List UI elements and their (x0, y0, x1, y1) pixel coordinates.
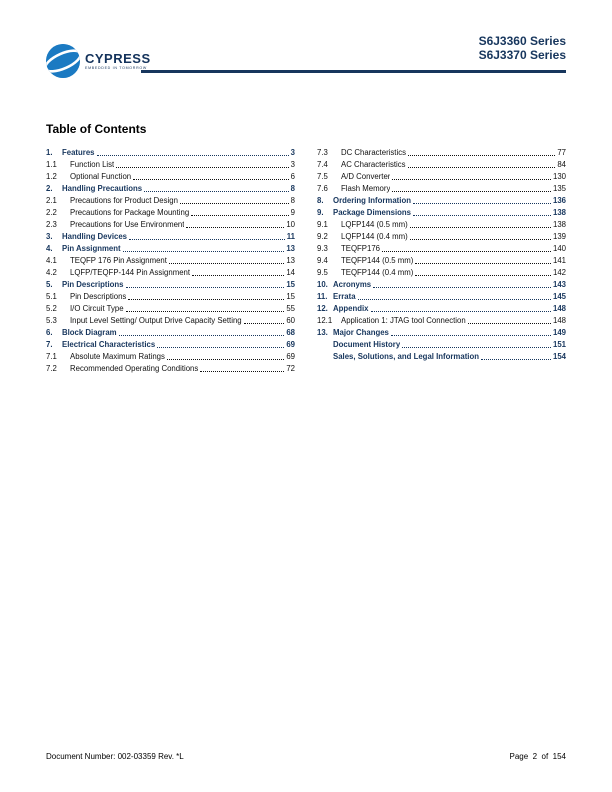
toc-entry-label: TEQFP 176 Pin Assignment (70, 256, 167, 265)
toc-leader-dots (169, 263, 284, 264)
toc-entry[interactable] (317, 243, 566, 255)
toc-entry-number: 9.5 (317, 268, 328, 277)
toc-entry-number: 4.1 (46, 256, 57, 265)
toc-entry-page: 69 (286, 340, 295, 349)
toc-leader-dots (392, 191, 551, 192)
toc-entry-label: TEQFP144 (0.4 mm) (341, 268, 414, 277)
toc-entry-number: 2.1 (46, 196, 57, 205)
toc-entry-label: Input Level Setting/ Output Drive Capacity Setting (70, 316, 242, 325)
toc-entry[interactable] (46, 351, 295, 363)
toc-entry-number: 1. (46, 148, 53, 157)
toc-entry-label: Block Diagram (62, 328, 117, 337)
toc-entry[interactable] (46, 267, 295, 279)
toc-entry-number: 7. (46, 340, 53, 349)
toc-leader-dots (200, 371, 284, 372)
toc-leader-dots (373, 287, 551, 288)
toc-leader-dots (413, 203, 551, 204)
toc-entry[interactable] (46, 363, 295, 375)
toc-entry-number: 8. (317, 196, 324, 205)
toc-entry-number: 9.4 (317, 256, 328, 265)
toc-entry[interactable] (317, 147, 566, 159)
toc-leader-dots (123, 251, 285, 252)
toc-entry-label: Precautions for Product Design (70, 196, 178, 205)
toc-entry-page: 148 (552, 316, 566, 325)
toc-entry-number: 9.1 (317, 220, 328, 229)
toc-entry-number: 7.1 (46, 352, 57, 361)
toc-entry-page: 3 (290, 148, 295, 157)
toc-entry-page: 60 (286, 316, 295, 325)
toc-entry-number: 7.3 (317, 148, 328, 157)
toc-entry-number: 5.2 (46, 304, 57, 313)
toc-entry-page: 72 (286, 364, 295, 373)
toc-right-column (317, 147, 566, 375)
toc-leader-dots (116, 167, 288, 168)
toc-entry-number: 12.1 (317, 316, 333, 325)
toc-leader-dots (157, 347, 284, 348)
toc-entry-number: 7.2 (46, 364, 57, 373)
toc-leader-dots (167, 359, 284, 360)
toc-entry[interactable] (317, 159, 566, 171)
toc-entry-page: 15 (286, 280, 295, 289)
toc-entry-label: DC Characteristics (341, 148, 406, 157)
toc-entry-label: Appendix (333, 304, 369, 313)
logo-tagline: EMBEDDED IN TOMORROW (85, 65, 147, 70)
toc-leader-dots (371, 311, 551, 312)
toc-leader-dots (192, 275, 284, 276)
toc-entry[interactable] (317, 207, 566, 219)
toc-entry-label: Handling Devices (62, 232, 127, 241)
toc-leader-dots (392, 179, 551, 180)
toc-entry-page: 6 (290, 172, 295, 181)
toc-entry-number: 5.1 (46, 292, 57, 301)
logo-wordmark: CYPRESS (85, 50, 151, 66)
toc-entry-page: 151 (552, 340, 566, 349)
header-rule (141, 70, 566, 73)
toc-entry[interactable] (46, 255, 295, 267)
toc-entry-label: Errata (333, 292, 356, 301)
toc-entry-label: Electrical Characteristics (62, 340, 156, 349)
toc-entry-label: Absolute Maximum Ratings (70, 352, 165, 361)
toc-entry[interactable] (46, 279, 295, 291)
toc-entry[interactable] (46, 147, 295, 159)
toc-entry[interactable] (46, 183, 295, 195)
toc-entry-page: 8 (290, 184, 295, 193)
toc-entry[interactable] (317, 267, 566, 279)
toc-entry-number: 9.3 (317, 244, 328, 253)
toc-leader-dots (408, 167, 556, 168)
toc-leader-dots (358, 299, 551, 300)
toc-entry-number: 2.3 (46, 220, 57, 229)
series-line2: S6J3370 Series (478, 48, 566, 62)
toc-entry-number: 5. (46, 280, 53, 289)
toc-leader-dots (410, 239, 551, 240)
toc-entry-number: 2. (46, 184, 53, 193)
toc-entry[interactable] (317, 339, 566, 351)
toc-entry-page: 84 (557, 160, 566, 169)
toc-entry-label: Function List (70, 160, 115, 169)
toc-entry-number: 7.5 (317, 172, 328, 181)
toc-leader-dots (133, 179, 289, 180)
toc-entry-number: 13. (317, 328, 328, 337)
toc-leader-dots (119, 335, 285, 336)
toc-entry-number: 1.2 (46, 172, 57, 181)
toc-entry[interactable] (317, 219, 566, 231)
toc-leader-dots (97, 155, 289, 156)
toc-leader-dots (186, 227, 284, 228)
logo-text-block (85, 52, 151, 71)
series-line1: S6J3360 Series (478, 34, 566, 48)
toc-entry-page: 139 (552, 232, 566, 241)
toc-entry-page: 149 (552, 328, 566, 337)
toc-leader-dots (126, 311, 285, 312)
toc-entry-label: LQFP/TEQFP-144 Pin Assignment (70, 268, 191, 277)
toc-entry-label: Precautions for Use Environment (70, 220, 185, 229)
toc-entry[interactable] (317, 171, 566, 183)
toc-entry-page: 142 (552, 268, 566, 277)
toc-entry-label: A/D Converter (341, 172, 391, 181)
toc-entry-page: 69 (286, 352, 295, 361)
toc-entry[interactable] (46, 231, 295, 243)
toc-entry-label: Package Dimensions (333, 208, 412, 217)
document-number: Document Number: 002-03359 Rev. *L (46, 752, 184, 761)
toc-entry-number: 7.4 (317, 160, 328, 169)
toc-entry-page: 154 (552, 352, 566, 361)
toc-entry-page: 130 (552, 172, 566, 181)
toc-leader-dots (129, 239, 285, 240)
toc-entry-number: 4. (46, 244, 53, 253)
toc-entry[interactable] (46, 339, 295, 351)
toc-entry-page: 136 (552, 196, 566, 205)
toc-entry-page: 13 (286, 256, 295, 265)
toc-entry[interactable] (317, 315, 566, 327)
toc-entry[interactable] (46, 207, 295, 219)
toc-entry-label: Pin Descriptions (62, 280, 124, 289)
toc-entry[interactable] (46, 291, 295, 303)
toc-entry[interactable] (46, 243, 295, 255)
toc-leader-dots (481, 359, 551, 360)
toc-entry-number: 2.2 (46, 208, 57, 217)
toc-entry[interactable] (317, 255, 566, 267)
toc-entry-number: 11. (317, 292, 328, 301)
toc-entry-page: 10 (286, 220, 295, 229)
toc-entry[interactable] (317, 183, 566, 195)
toc-entry-page: 15 (286, 292, 295, 301)
toc-entry-number: 4.2 (46, 268, 57, 277)
cypress-swirl-icon (46, 44, 80, 78)
toc-leader-dots (413, 215, 551, 216)
toc-entry-page: 135 (552, 184, 566, 193)
toc-leader-dots (391, 335, 551, 336)
page-footer (46, 752, 566, 761)
toc-entry-label: I/O Circuit Type (70, 304, 124, 313)
toc-entry-page: 13 (286, 244, 295, 253)
toc-entry-label: Document History (333, 340, 401, 349)
toc-entry-number: 5.3 (46, 316, 57, 325)
toc-entry-number: 3. (46, 232, 53, 241)
toc-leader-dots (410, 227, 551, 228)
toc-entry[interactable] (46, 159, 295, 171)
toc-entry-number: 1.1 (46, 160, 57, 169)
toc-leader-dots (415, 263, 551, 264)
toc-entry[interactable] (317, 327, 566, 339)
toc-entry-label: LQFP144 (0.5 mm) (341, 220, 408, 229)
toc-entry-label: Major Changes (333, 328, 389, 337)
toc-entry[interactable] (317, 195, 566, 207)
toc-entry-page: 138 (552, 220, 566, 229)
toc-entry-page: 3 (290, 160, 295, 169)
toc-entry-number: 7.6 (317, 184, 328, 193)
toc-entry-label: Features (62, 148, 95, 157)
toc-leader-dots (408, 155, 555, 156)
toc-entry-page: 145 (552, 292, 566, 301)
toc-left-column (46, 147, 295, 375)
toc-entry-page: 77 (557, 148, 566, 157)
toc-entry-page: 143 (552, 280, 566, 289)
toc-leader-dots (468, 323, 551, 324)
toc-entry-page: 9 (290, 208, 295, 217)
toc-entry-label: Pin Descriptions (70, 292, 127, 301)
toc-entry-label: Recommended Operating Conditions (70, 364, 199, 373)
toc-entry-number: 12. (317, 304, 328, 313)
toc-title: Table of Contents (46, 122, 147, 136)
toc-entry-number: 9. (317, 208, 324, 217)
toc-entry-page: 68 (286, 328, 295, 337)
toc-leader-dots (128, 299, 284, 300)
toc-entry[interactable] (46, 315, 295, 327)
page-indicator: Page 2 of 154 (509, 752, 566, 761)
toc-leader-dots (144, 191, 289, 192)
series-title (479, 34, 566, 62)
toc-entry[interactable] (317, 303, 566, 315)
toc-entry[interactable] (317, 351, 566, 363)
toc-entry-label: Optional Function (70, 172, 132, 181)
toc-entry[interactable] (46, 327, 295, 339)
toc-entry[interactable] (46, 303, 295, 315)
toc-entry-label: Flash Memory (341, 184, 391, 193)
toc-entry-page: 11 (286, 232, 295, 241)
toc-entry-label: Precautions for Package Mounting (70, 208, 190, 217)
toc-leader-dots (382, 251, 551, 252)
toc-entry-page: 55 (286, 304, 295, 313)
table-of-contents (46, 147, 566, 375)
toc-entry-number: 6. (46, 328, 53, 337)
toc-entry-label: Sales, Solutions, and Legal Information (333, 352, 479, 361)
toc-entry-page: 140 (552, 244, 566, 253)
toc-leader-dots (126, 287, 285, 288)
toc-entry[interactable] (46, 195, 295, 207)
toc-entry-page: 8 (290, 196, 295, 205)
toc-entry-label: TEQFP176 (341, 244, 380, 253)
toc-entry-number: 9.2 (317, 232, 328, 241)
toc-entry-page: 14 (286, 268, 295, 277)
toc-entry-label: Ordering Information (333, 196, 411, 205)
toc-entry-number: 10. (317, 280, 328, 289)
toc-entry-page: 148 (552, 304, 566, 313)
toc-entry[interactable] (317, 279, 566, 291)
cypress-logo (46, 44, 151, 78)
toc-entry-label: Handling Precautions (62, 184, 143, 193)
toc-entry[interactable] (46, 219, 295, 231)
toc-entry-label: AC Characteristics (341, 160, 406, 169)
toc-entry-page: 141 (552, 256, 566, 265)
toc-entry[interactable] (317, 231, 566, 243)
toc-leader-dots (244, 323, 285, 324)
toc-leader-dots (180, 203, 289, 204)
toc-entry-label: Application 1: JTAG tool Connection (341, 316, 466, 325)
toc-entry-label: LQFP144 (0.4 mm) (341, 232, 408, 241)
toc-entry-label: Acronyms (333, 280, 372, 289)
toc-leader-dots (402, 347, 551, 348)
toc-entry-page: 138 (552, 208, 566, 217)
toc-leader-dots (415, 275, 551, 276)
toc-leader-dots (191, 215, 288, 216)
toc-entry-label: TEQFP144 (0.5 mm) (341, 256, 414, 265)
toc-entry-label: Pin Assignment (62, 244, 121, 253)
toc-entry[interactable] (317, 291, 566, 303)
toc-entry[interactable] (46, 171, 295, 183)
